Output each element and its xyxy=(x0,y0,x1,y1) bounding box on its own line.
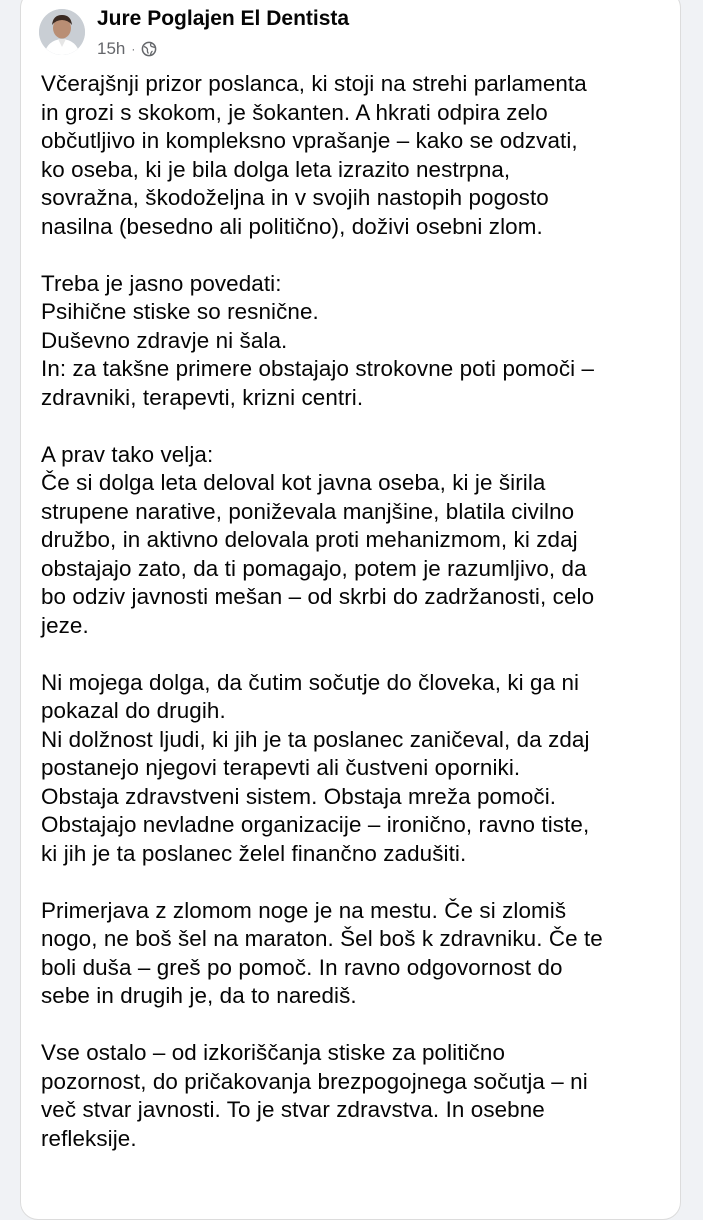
globe-icon[interactable] xyxy=(141,41,157,57)
post-text-line: obstajajo zato, da ti pomagajo, potem je razumljivo, da xyxy=(41,555,587,581)
post-paragraph xyxy=(41,1039,671,1153)
post-text-line: Obstaja zdravstveni sistem. Obstaja mreža pomoči. xyxy=(41,783,557,809)
post-card xyxy=(20,0,681,1220)
post-text-line: in grozi s skokom, je šokanten. A hkrati odpira zelo xyxy=(41,99,548,125)
post-text-line: strupene narative, poniževala manjšine, blatila civilno xyxy=(41,498,575,524)
post-text-line: Duševno zdravje ni šala. xyxy=(41,327,288,353)
post-text-line: občutljivo in kompleksno vprašanje – kako se odzvati, xyxy=(41,128,578,153)
post-text-line: postanejo njegovi terapevti ali čustveni oporniki. xyxy=(41,755,521,780)
post-text-line: Če si dolga leta deloval kot javna oseba, ki je širila xyxy=(41,470,546,495)
post-text-line: boli duša – greš po pomoč. In ravno odgovornost do xyxy=(41,954,563,980)
post-time[interactable]: 15h xyxy=(97,39,126,58)
post-text-line: Obstajajo nevladne organizacije – ironično, ravno tiste, xyxy=(41,812,590,837)
post-header xyxy=(39,9,659,69)
post-text-line: sebe in drugih je, da to narediš. xyxy=(41,983,357,1008)
post-text-line: sovražna, škodoželjna in v svojih nastopih pogosto xyxy=(41,185,549,210)
post-paragraph xyxy=(41,669,671,869)
post-text-line: Včerajšnji prizor poslanca, ki stoji na strehi parlamenta xyxy=(41,71,587,96)
post-text-line: bo odziv javnosti mešan – od skrbi do zadržanosti, celo xyxy=(41,584,595,609)
post-text-line: Vse ostalo – od izkoriščanja stiske za politično xyxy=(41,1040,506,1065)
post-text-line: zdravniki, terapevti, krizni centri. xyxy=(41,384,364,410)
post-text-line: nogo, ne boš šel na maraton. Šel boš k zdravniku. Če te xyxy=(41,926,603,951)
post-text-line: Ni mojega dolga, da čutim sočutje do človeka, ki ga ni xyxy=(41,669,580,695)
post-paragraph xyxy=(41,441,671,641)
post-paragraph xyxy=(41,897,671,1011)
post-text-line: Psihične stiske so resnične. xyxy=(41,299,319,324)
post-text-line: ko oseba, ki je bila dolga leta izrazito nestrpna, xyxy=(41,156,511,182)
post-text-line: pokazal do drugih. xyxy=(41,698,226,723)
post-text-line: več stvar javnosti. To je stvar zdravstva. In osebne xyxy=(41,1097,545,1122)
post-text xyxy=(41,70,671,1182)
post-text-line: jeze. xyxy=(41,612,89,638)
post-text-line: družbo, in aktivno delovala proti mehanizmom, ki zdaj xyxy=(41,527,578,552)
post-text-line: Primerjava z zlomom noge je na mestu. Če si zlomiš xyxy=(41,897,567,923)
avatar-photo xyxy=(39,9,85,55)
post-paragraph xyxy=(41,270,671,413)
post-text-line: pozornost, do pričakovanja brezpogojnega sočutja – ni xyxy=(41,1068,588,1094)
post-paragraph xyxy=(41,70,671,241)
post-text-line: Ni dolžnost ljudi, ki jih je ta poslanec zaničeval, da zdaj xyxy=(41,726,590,752)
post-text-line: A prav tako velja: xyxy=(41,441,214,467)
post-text-line: In: za takšne primere obstajajo strokovne poti pomoči – xyxy=(41,356,595,381)
post-meta xyxy=(97,39,157,59)
meta-separator: · xyxy=(131,42,136,56)
post-text-line: Treba je jasno povedati: xyxy=(41,270,282,296)
post-text-line: refleksije. xyxy=(41,1125,137,1151)
post-text-line: ki jih je ta poslanec želel finančno zadušiti. xyxy=(41,840,467,866)
author-name[interactable]: Jure Poglajen El Dentista xyxy=(97,7,350,30)
post-text-line: nasilna (besedno ali politično), doživi osebni zlom. xyxy=(41,213,543,239)
avatar[interactable] xyxy=(39,9,85,55)
